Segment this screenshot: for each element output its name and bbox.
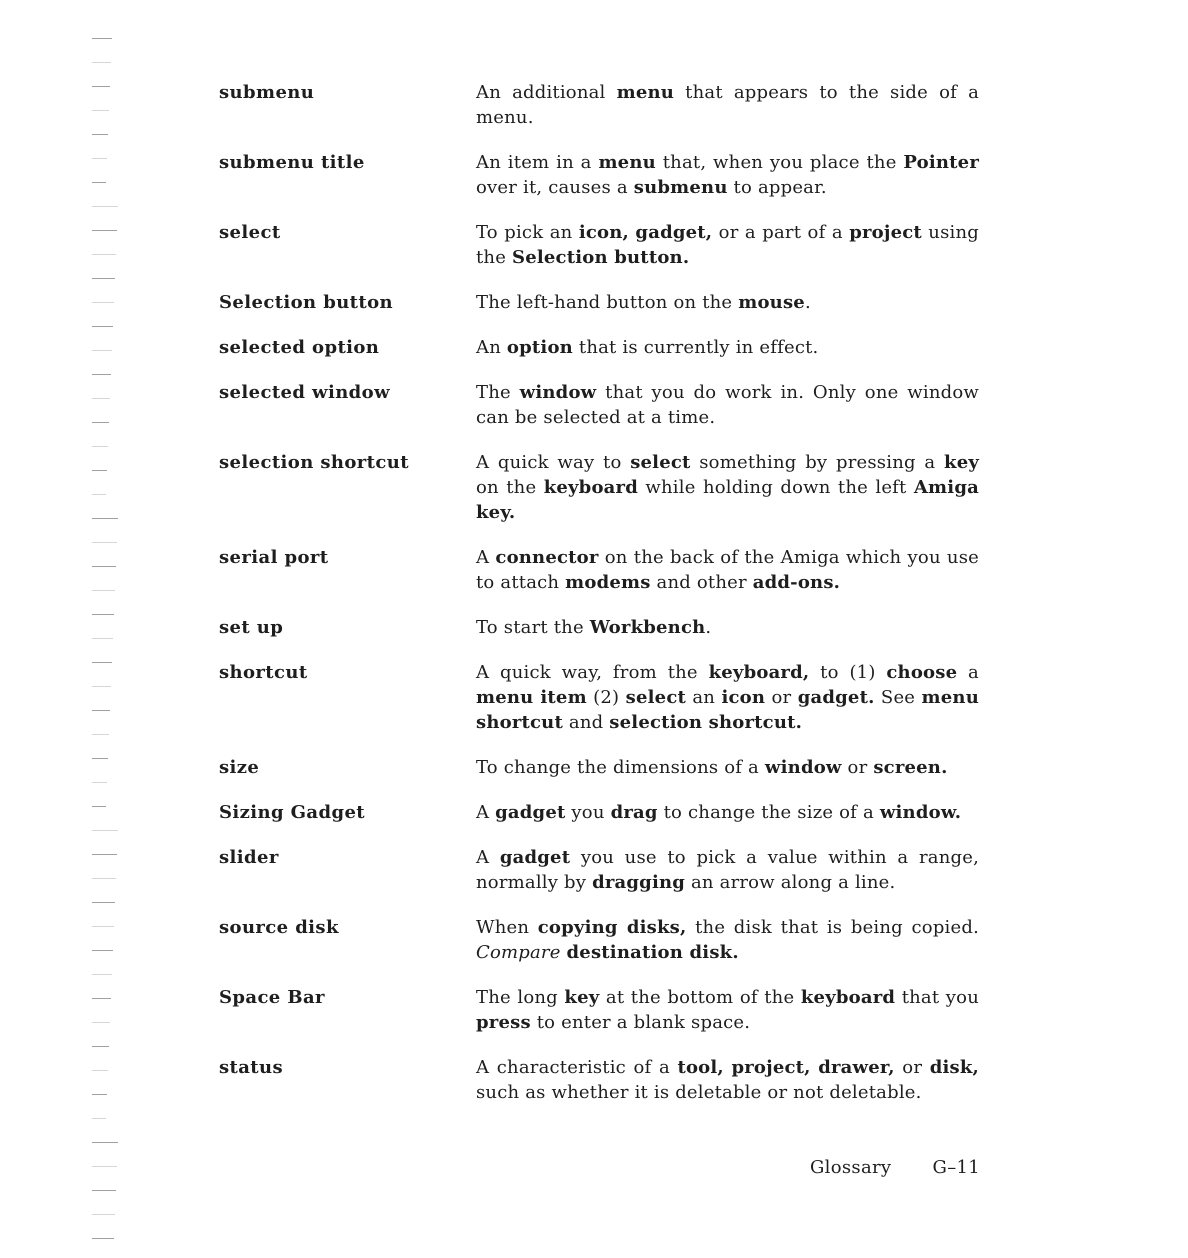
bold-term-reference: window.: [879, 802, 962, 823]
bold-term-reference: menu: [598, 152, 656, 173]
glossary-term: Space Bar: [219, 987, 325, 1008]
bold-term-reference: select: [630, 452, 691, 473]
definition-text: an arrow along a line.: [685, 872, 896, 893]
definition-text: An additional: [476, 82, 617, 103]
bold-term-reference: option: [506, 337, 573, 358]
bold-term-reference: dragging: [592, 872, 686, 893]
bold-term-reference: gadget,: [635, 222, 713, 243]
definition-text: a: [957, 662, 979, 683]
definition-text: or: [765, 687, 798, 708]
bold-term-reference: Workbench: [589, 617, 706, 638]
definition-text: that you: [895, 987, 979, 1008]
definition-text: A: [476, 547, 496, 568]
glossary-term: set up: [219, 617, 284, 638]
definition-text: The left-hand button on the: [476, 292, 739, 313]
glossary-definition: [476, 845, 979, 895]
bold-term-reference: key: [944, 452, 980, 473]
definition-text: or: [894, 1057, 930, 1078]
definition-text: .: [705, 617, 712, 638]
glossary-term: submenu title: [219, 152, 365, 173]
definition-text: A quick way, from the: [476, 662, 709, 683]
definition-text: A: [476, 847, 500, 868]
definition-text: over it, causes a: [476, 177, 634, 198]
bold-term-reference: Selection button.: [512, 247, 690, 268]
footer-page-number: G–11: [932, 1157, 980, 1178]
glossary-term: Sizing Gadget: [219, 802, 366, 823]
glossary-definition: [476, 985, 979, 1035]
bold-term-reference: tool,: [677, 1057, 724, 1078]
glossary-entry: [219, 755, 979, 780]
bold-term-reference: add-ons.: [752, 572, 841, 593]
glossary-term: size: [219, 757, 260, 778]
definition-text: and other: [650, 572, 753, 593]
definition-text: When: [476, 917, 538, 938]
bold-term-reference: menu shortcut: [476, 687, 979, 733]
definition-text: A quick way to: [476, 452, 631, 473]
bold-term-reference: select: [625, 687, 686, 708]
definition-text: to change the size of a: [657, 802, 880, 823]
bold-term-reference: drag: [610, 802, 658, 823]
glossary-term: status: [219, 1057, 284, 1078]
definition-text: The: [476, 382, 520, 403]
bold-term-reference: press: [476, 1012, 531, 1033]
definition-text: that you do work in. Only one window can be selected at a time.: [476, 382, 979, 428]
definition-text: or: [841, 757, 874, 778]
bold-term-reference: copying disks,: [537, 917, 687, 938]
glossary-term: Selection button: [219, 292, 394, 313]
glossary-entry: [219, 450, 979, 525]
definition-text: an: [686, 687, 722, 708]
definition-text: A characteristic of a: [476, 1057, 678, 1078]
glossary-entry: [219, 335, 979, 360]
bold-term-reference: screen.: [873, 757, 948, 778]
glossary-entry: [219, 80, 979, 130]
glossary-entry: [219, 800, 979, 825]
bold-term-reference: keyboard,: [708, 662, 810, 683]
bold-term-reference: connector: [495, 547, 599, 568]
glossary-term: submenu: [219, 82, 315, 103]
definition-text: See: [874, 687, 922, 708]
definition-text: and: [563, 712, 610, 733]
binding-edge-marks: [86, 0, 120, 1258]
glossary-term: serial port: [219, 547, 329, 568]
definition-text: A: [476, 802, 496, 823]
glossary-term: selection shortcut: [219, 452, 409, 473]
glossary-term: selected option: [219, 337, 380, 358]
bold-term-reference: key: [564, 987, 600, 1008]
glossary-definition: [476, 335, 979, 360]
definition-text: you: [565, 802, 611, 823]
glossary-term: shortcut: [219, 662, 308, 683]
bold-term-reference: Amiga key.: [476, 477, 979, 523]
bold-term-reference: project: [849, 222, 922, 243]
glossary-definition: [476, 220, 979, 270]
definition-text: while holding down the left: [638, 477, 914, 498]
bold-term-reference: gadget.: [797, 687, 875, 708]
definition-text: such as whether it is deletable or not deletable.: [476, 1082, 922, 1103]
bold-term-reference: menu item: [476, 687, 587, 708]
glossary-definition: [476, 290, 979, 315]
glossary-definition: [476, 150, 979, 200]
italic-text: Compare: [476, 942, 561, 963]
bold-term-reference: modems: [565, 572, 651, 593]
definition-text: on the back of the Amiga which you use to attach: [476, 547, 980, 593]
bold-term-reference: destination disk.: [566, 942, 739, 963]
bold-term-reference: window: [764, 757, 842, 778]
glossary-entry: [219, 380, 979, 430]
definition-text: The long: [476, 987, 565, 1008]
definition-text: An: [476, 337, 507, 358]
bold-term-reference: icon,: [578, 222, 630, 243]
definition-text: (2): [586, 687, 626, 708]
glossary-entry: [219, 660, 979, 735]
bold-term-reference: selection shortcut.: [609, 712, 803, 733]
definition-text: something by pressing a: [690, 452, 945, 473]
definition-text: using the: [476, 222, 980, 268]
glossary-definition: [476, 80, 979, 130]
definition-text: on the: [476, 477, 544, 498]
bold-term-reference: mouse: [738, 292, 805, 313]
bold-term-reference: gadget: [495, 802, 566, 823]
bold-term-reference: Pointer: [903, 152, 980, 173]
glossary-definition: [476, 1055, 979, 1105]
bold-term-reference: disk,: [929, 1057, 979, 1078]
bold-term-reference: menu: [616, 82, 675, 103]
glossary-entry: [219, 985, 979, 1035]
glossary-entry: [219, 150, 979, 200]
glossary-entry: [219, 290, 979, 315]
glossary-entry: [219, 615, 979, 640]
glossary-term: source disk: [219, 917, 339, 938]
glossary-definition: [476, 545, 979, 595]
definition-text: to (1): [809, 662, 887, 683]
glossary-entry: [219, 220, 979, 270]
glossary-definition: [476, 615, 979, 640]
bold-term-reference: window: [519, 382, 597, 403]
glossary-entry: [219, 915, 979, 965]
glossary-definition: [476, 915, 979, 965]
glossary-entry: [219, 845, 979, 895]
glossary-definition: [476, 755, 979, 780]
definition-text: To change the dimensions of a: [476, 757, 765, 778]
glossary-entry: [219, 545, 979, 595]
definition-text: to enter a blank space.: [530, 1012, 751, 1033]
definition-text: or a part of a: [712, 222, 850, 243]
glossary-definition: [476, 660, 979, 735]
bold-term-reference: icon: [721, 687, 766, 708]
bold-term-reference: project,: [731, 1057, 811, 1078]
bold-term-reference: gadget: [499, 847, 571, 868]
glossary-term: selected window: [219, 382, 390, 403]
glossary-term: select: [219, 222, 281, 243]
definition-text: to appear.: [727, 177, 827, 198]
definition-text: To pick an: [476, 222, 579, 243]
bold-term-reference: choose: [886, 662, 958, 683]
glossary-term: slider: [219, 847, 279, 868]
definition-text: the disk that is being copied.: [686, 917, 980, 938]
definition-text: that is currently in effect.: [572, 337, 819, 358]
glossary-definition: [476, 800, 979, 825]
bold-term-reference: drawer,: [818, 1057, 895, 1078]
definition-text: that appears to the side of a menu.: [476, 82, 980, 128]
glossary-definition: [476, 380, 979, 430]
bold-term-reference: keyboard: [800, 987, 896, 1008]
definition-text: An item in a: [476, 152, 599, 173]
definition-text: at the bottom of the: [599, 987, 801, 1008]
definition-text: To start the: [476, 617, 590, 638]
bold-term-reference: keyboard: [543, 477, 639, 498]
bold-term-reference: submenu: [633, 177, 728, 198]
glossary-entry: [219, 1055, 979, 1105]
footer-section-title: Glossary: [810, 1157, 892, 1178]
glossary-definition: [476, 450, 979, 525]
definition-text: you use to pick a value within a range, normally by: [476, 847, 979, 893]
definition-text: .: [804, 292, 811, 313]
glossary-list: [219, 80, 979, 1125]
definition-text: that, when you place the: [655, 152, 904, 173]
